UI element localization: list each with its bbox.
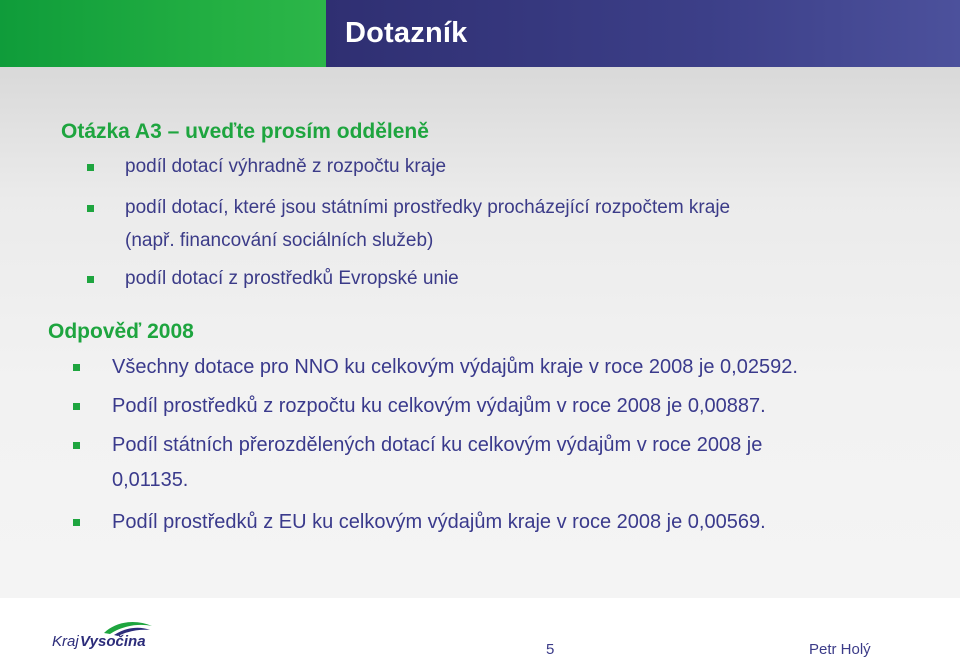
kraj-vysocina-logo xyxy=(52,617,162,657)
logo-text-kraj: Kraj xyxy=(52,633,79,650)
question-item: podíl dotací z prostředků Evropské unie xyxy=(125,268,459,289)
question-item: podíl dotací výhradně z rozpočtu kraje xyxy=(125,156,447,177)
slide-header xyxy=(0,0,960,67)
bullet-square-icon xyxy=(73,442,80,449)
page-number: 5 xyxy=(546,641,555,658)
answer-heading: Odpověď 2008 xyxy=(48,320,194,343)
answer-item: Všechny dotace pro NNO ku celkovým výdajům kraje v roce 2008 je 0,02592. xyxy=(112,356,798,378)
logo-text xyxy=(52,633,146,650)
answer-item: Podíl prostředků z EU ku celkovým výdajům kraje v roce 2008 je 0,00569. xyxy=(112,511,766,533)
logo-text-vysocina: Vysočina xyxy=(79,633,146,650)
slide-content xyxy=(0,67,960,598)
bullet-square-icon xyxy=(87,205,94,212)
answer-item: Podíl státních přerozdělených dotací ku celkovým výdajům v roce 2008 je xyxy=(112,434,763,456)
question-heading: Otázka A3 – uveďte prosím odděleně xyxy=(61,120,429,143)
bullet-square-icon xyxy=(73,403,80,410)
slide-footer xyxy=(0,598,960,659)
question-item: podíl dotací, které jsou státními prostředky procházející rozpočtem kraje xyxy=(125,197,731,218)
bullet-square-icon xyxy=(87,276,94,283)
bullet-square-icon xyxy=(73,519,80,526)
bullet-square-icon xyxy=(87,164,94,171)
question-item-continuation: (např. financování sociálních služeb) xyxy=(125,230,434,251)
answer-item: Podíl prostředků z rozpočtu ku celkovým výdajům v roce 2008 je 0,00887. xyxy=(112,395,766,417)
bullet-square-icon xyxy=(73,364,80,371)
header-green-band xyxy=(0,0,326,67)
author-name: Petr Holý xyxy=(809,641,871,658)
header-blue-band xyxy=(326,0,960,67)
answer-item-continuation: 0,01135. xyxy=(112,469,189,491)
slide-title: Dotazník xyxy=(345,17,468,49)
